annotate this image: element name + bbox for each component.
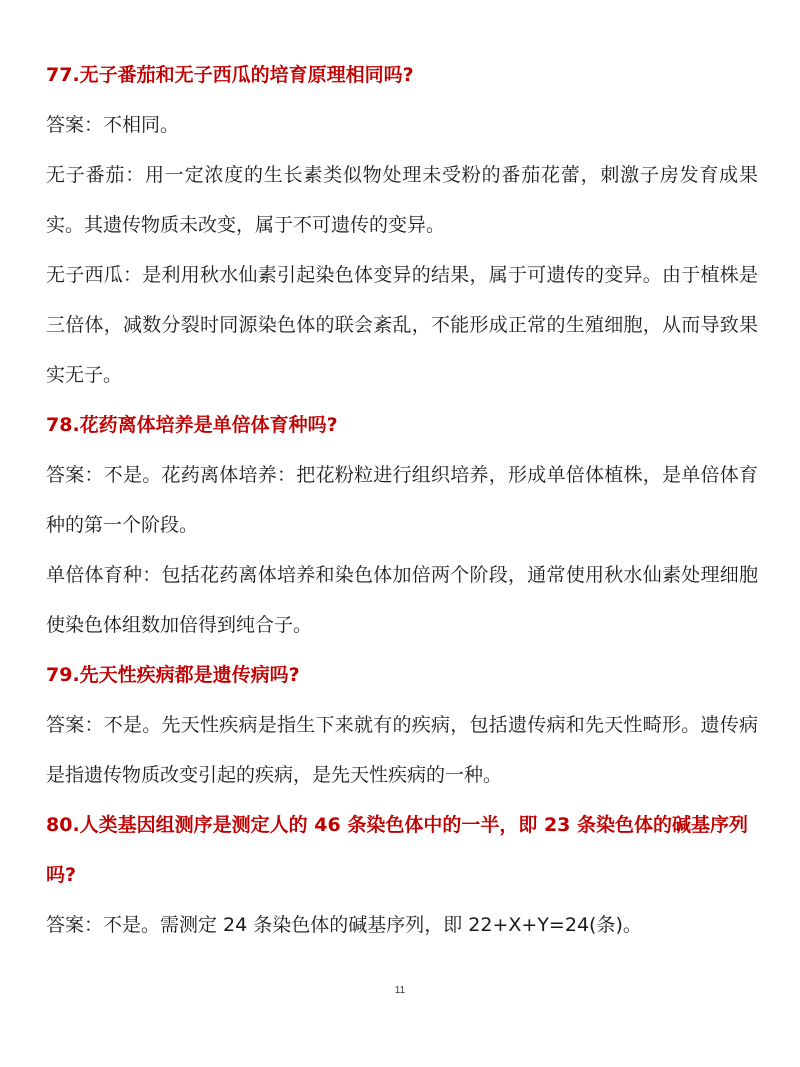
answer-paragraph: 答案：不相同。: [46, 114, 180, 136]
qa-item-78: [46, 400, 758, 650]
qa-item-79: [46, 650, 758, 800]
explanation-paragraph: 无子西瓜：是利用秋水仙素引起染色体变异的结果，属于可遗传的变异。由于植株是三倍体，减数分裂时同源染色体的联会紊乱，不能形成正常的生殖细胞，从而导致果实无子。: [46, 264, 758, 386]
answer-paragraph: 答案：不是。需测定 24 条染色体的碱基序列，即 22+X+Y=24(条)。: [46, 914, 642, 936]
document-body: [46, 50, 758, 950]
qa-item-80: [46, 800, 758, 950]
explanation-paragraph: 单倍体育种：包括花药离体培养和染色体加倍两个阶段，通常使用秋水仙素处理细胞使染色体组数加倍得到纯合子。: [46, 564, 758, 636]
question-heading: 79.先天性疾病都是遗传病吗?: [46, 664, 300, 686]
explanation-paragraph: 无子番茄：用一定浓度的生长素类似物处理未受粉的番茄花蕾，刺激子房发育成果实。其遗传物质未改变，属于不可遗传的变异。: [46, 164, 758, 236]
question-heading: 78.花药离体培养是单倍体育种吗?: [46, 414, 338, 436]
question-heading: 80.人类基因组测序是测定人的 46 条染色体中的一半，即 23 条染色体的碱基序列吗?: [46, 814, 748, 886]
question-heading: 77.无子番茄和无子西瓜的培育原理相同吗?: [46, 64, 414, 86]
qa-item-77: [46, 50, 758, 400]
page-number: 11: [394, 985, 406, 996]
answer-paragraph: 答案：不是。花药离体培养：把花粉粒进行组织培养，形成单倍体植株，是单倍体育种的第一个阶段。: [46, 464, 758, 536]
answer-paragraph: 答案：不是。先天性疾病是指生下来就有的疾病，包括遗传病和先天性畸形。遗传病是指遗传物质改变引起的疾病，是先天性疾病的一种。: [46, 714, 758, 786]
